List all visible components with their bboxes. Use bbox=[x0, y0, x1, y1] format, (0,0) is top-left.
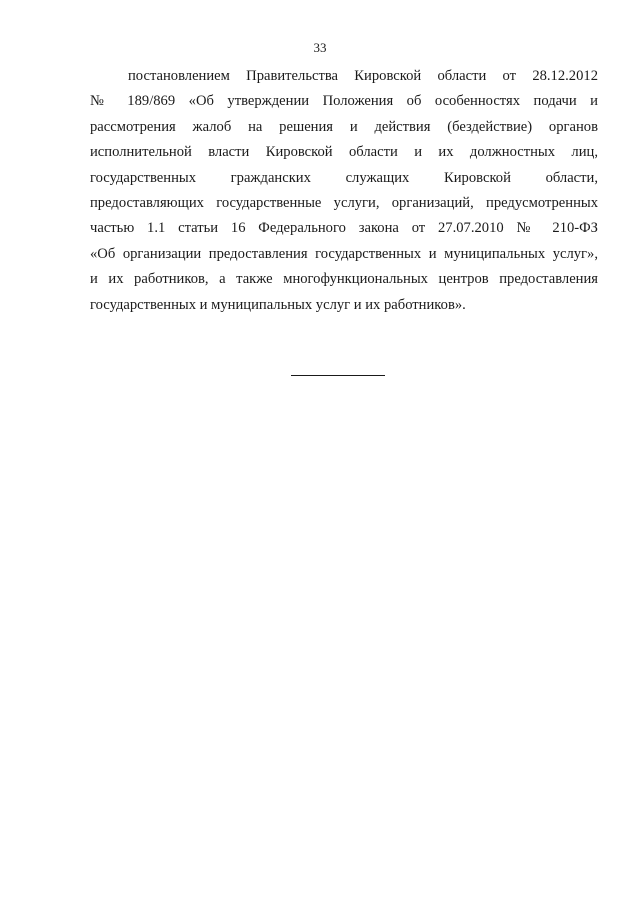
page-number: 33 bbox=[313, 40, 327, 55]
paragraph-line: постановлением Правительства Кировской области от 28.12.2012 bbox=[128, 68, 598, 84]
end-separator-line bbox=[291, 375, 385, 376]
paragraph-line: частью 1.1 статьи 16 Федерального закона от 27.07.2010 № 210-ФЗ bbox=[90, 220, 598, 237]
paragraph-line: государственных и муниципальных услуг и их работников». bbox=[90, 296, 466, 313]
paragraph-line: предоставляющих государственные услуги, организаций, предусмотренных bbox=[90, 194, 598, 211]
paragraph-line: исполнительной власти Кировской области и их должностных лиц, bbox=[90, 144, 598, 161]
paragraph-line: № 189/869 «Об утверждении Положения об особенностях подачи и bbox=[90, 93, 598, 110]
body-paragraph bbox=[90, 64, 598, 318]
paragraph-line: государственных гражданских служащих Кировской области, bbox=[90, 169, 598, 186]
paragraph-line: рассмотрения жалоб на решения и действия (бездействие) органов bbox=[90, 118, 598, 135]
paragraph-line: «Об организации предоставления государственных и муниципальных услуг», bbox=[90, 245, 598, 262]
paragraph-line: и их работников, а также многофункциональных центров предоставления bbox=[90, 271, 598, 288]
